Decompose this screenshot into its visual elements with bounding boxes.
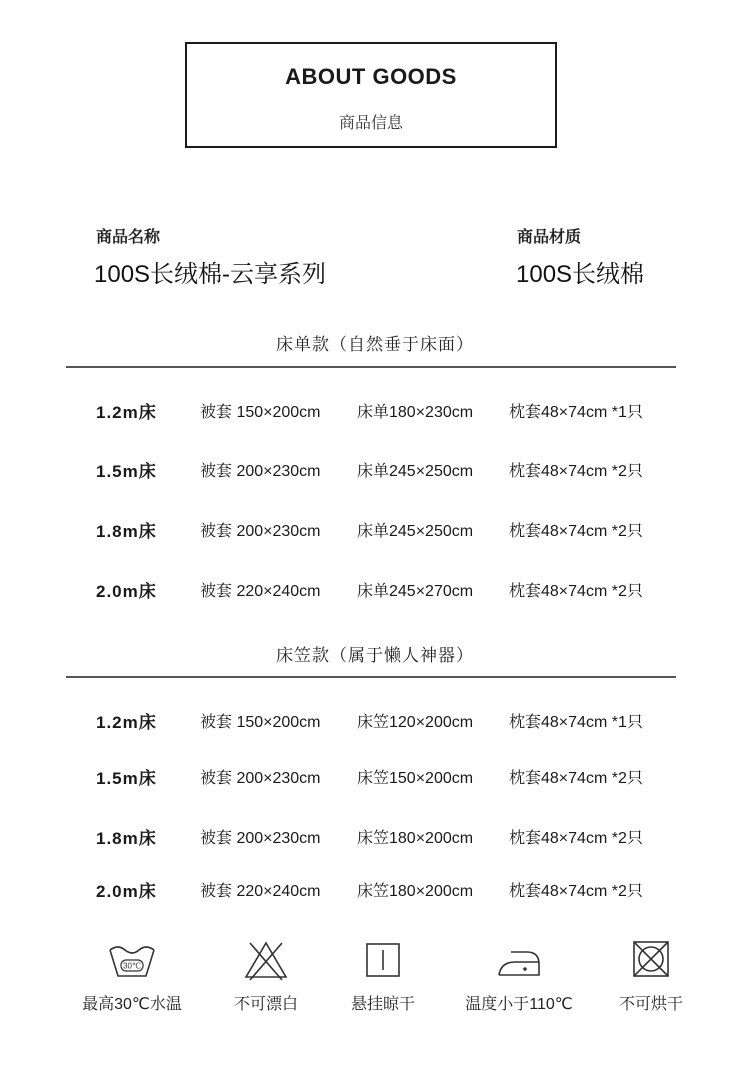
pillow-spec: 枕套48×74cm *2只 bbox=[509, 770, 643, 787]
pillow-spec: 枕套48×74cm *1只 bbox=[509, 404, 643, 421]
product-material-value: 100S长绒棉 bbox=[516, 261, 645, 288]
bed-size: 2.0m床 bbox=[96, 882, 157, 901]
care-label: 温度小于110℃ bbox=[465, 996, 573, 1013]
care-item-dry bbox=[313, 938, 453, 1028]
care-item-iron bbox=[449, 938, 589, 1028]
title-box bbox=[185, 42, 557, 148]
duvet-spec: 被套 150×200cm bbox=[200, 714, 321, 731]
duvet-spec: 被套 200×230cm bbox=[200, 463, 321, 480]
care-label: 不可烘干 bbox=[618, 996, 683, 1013]
page-title: ABOUT GOODS bbox=[285, 64, 457, 89]
sheet-spec: 床笠180×200cm bbox=[357, 883, 474, 900]
product-material-label: 商品材质 bbox=[517, 229, 582, 246]
sheet-spec: 床单245×250cm bbox=[357, 463, 474, 480]
table-row bbox=[0, 764, 750, 788]
pillow-spec: 枕套48×74cm *2只 bbox=[509, 583, 643, 600]
table-row bbox=[0, 877, 750, 901]
pillow-spec: 枕套48×74cm *2只 bbox=[509, 523, 643, 540]
no-bleach-icon bbox=[236, 938, 296, 982]
wash-30-icon bbox=[102, 938, 162, 982]
sheet-spec: 床单245×250cm bbox=[357, 523, 474, 540]
sheet-spec: 床单245×270cm bbox=[357, 583, 474, 600]
sheet-spec: 床笠180×200cm bbox=[357, 830, 474, 847]
bed-size: 1.8m床 bbox=[96, 829, 157, 848]
svg-text:30℃: 30℃ bbox=[123, 961, 141, 971]
care-label: 最高30℃水温 bbox=[82, 996, 182, 1013]
duvet-spec: 被套 150×200cm bbox=[200, 404, 321, 421]
section-title-flat-sheet: 床单款（自然垂于床面） bbox=[276, 335, 474, 354]
divider bbox=[66, 676, 676, 678]
table-row bbox=[0, 824, 750, 848]
bed-size: 2.0m床 bbox=[96, 582, 157, 601]
sheet-spec: 床单180×230cm bbox=[357, 404, 474, 421]
table-row bbox=[0, 457, 750, 481]
divider bbox=[66, 366, 676, 368]
duvet-spec: 被套 200×230cm bbox=[200, 523, 321, 540]
pillow-spec: 枕套48×74cm *2只 bbox=[509, 830, 643, 847]
duvet-spec: 被套 200×230cm bbox=[200, 770, 321, 787]
sheet-spec: 床笠120×200cm bbox=[357, 714, 474, 731]
duvet-spec: 被套 200×230cm bbox=[200, 830, 321, 847]
bed-size: 1.2m床 bbox=[96, 713, 157, 732]
product-name-value: 100S长绒棉-云享系列 bbox=[94, 261, 327, 288]
sheet-spec: 床笠150×200cm bbox=[357, 770, 474, 787]
care-label: 悬挂晾干 bbox=[350, 996, 415, 1013]
page-subtitle: 商品信息 bbox=[338, 115, 403, 132]
care-item-tumble bbox=[581, 938, 721, 1028]
bed-size: 1.8m床 bbox=[96, 522, 157, 541]
product-name-label: 商品名称 bbox=[96, 229, 161, 246]
bed-size: 1.2m床 bbox=[96, 403, 157, 422]
pillow-spec: 枕套48×74cm *2只 bbox=[509, 883, 643, 900]
table-row bbox=[0, 708, 750, 732]
care-item-wash bbox=[62, 938, 202, 1028]
table-row bbox=[0, 398, 750, 422]
section-title-fitted-sheet: 床笠款（属于懒人神器） bbox=[276, 646, 474, 665]
pillow-spec: 枕套48×74cm *2只 bbox=[509, 463, 643, 480]
iron-icon bbox=[489, 938, 549, 982]
bed-size: 1.5m床 bbox=[96, 462, 157, 481]
pillow-spec: 枕套48×74cm *1只 bbox=[509, 714, 643, 731]
bed-size: 1.5m床 bbox=[96, 769, 157, 788]
table-row bbox=[0, 517, 750, 541]
care-label: 不可漂白 bbox=[233, 996, 298, 1013]
line-dry-icon bbox=[353, 938, 413, 982]
table-row bbox=[0, 577, 750, 601]
no-tumble-dry-icon bbox=[621, 938, 681, 982]
duvet-spec: 被套 220×240cm bbox=[200, 883, 321, 900]
duvet-spec: 被套 220×240cm bbox=[200, 583, 321, 600]
